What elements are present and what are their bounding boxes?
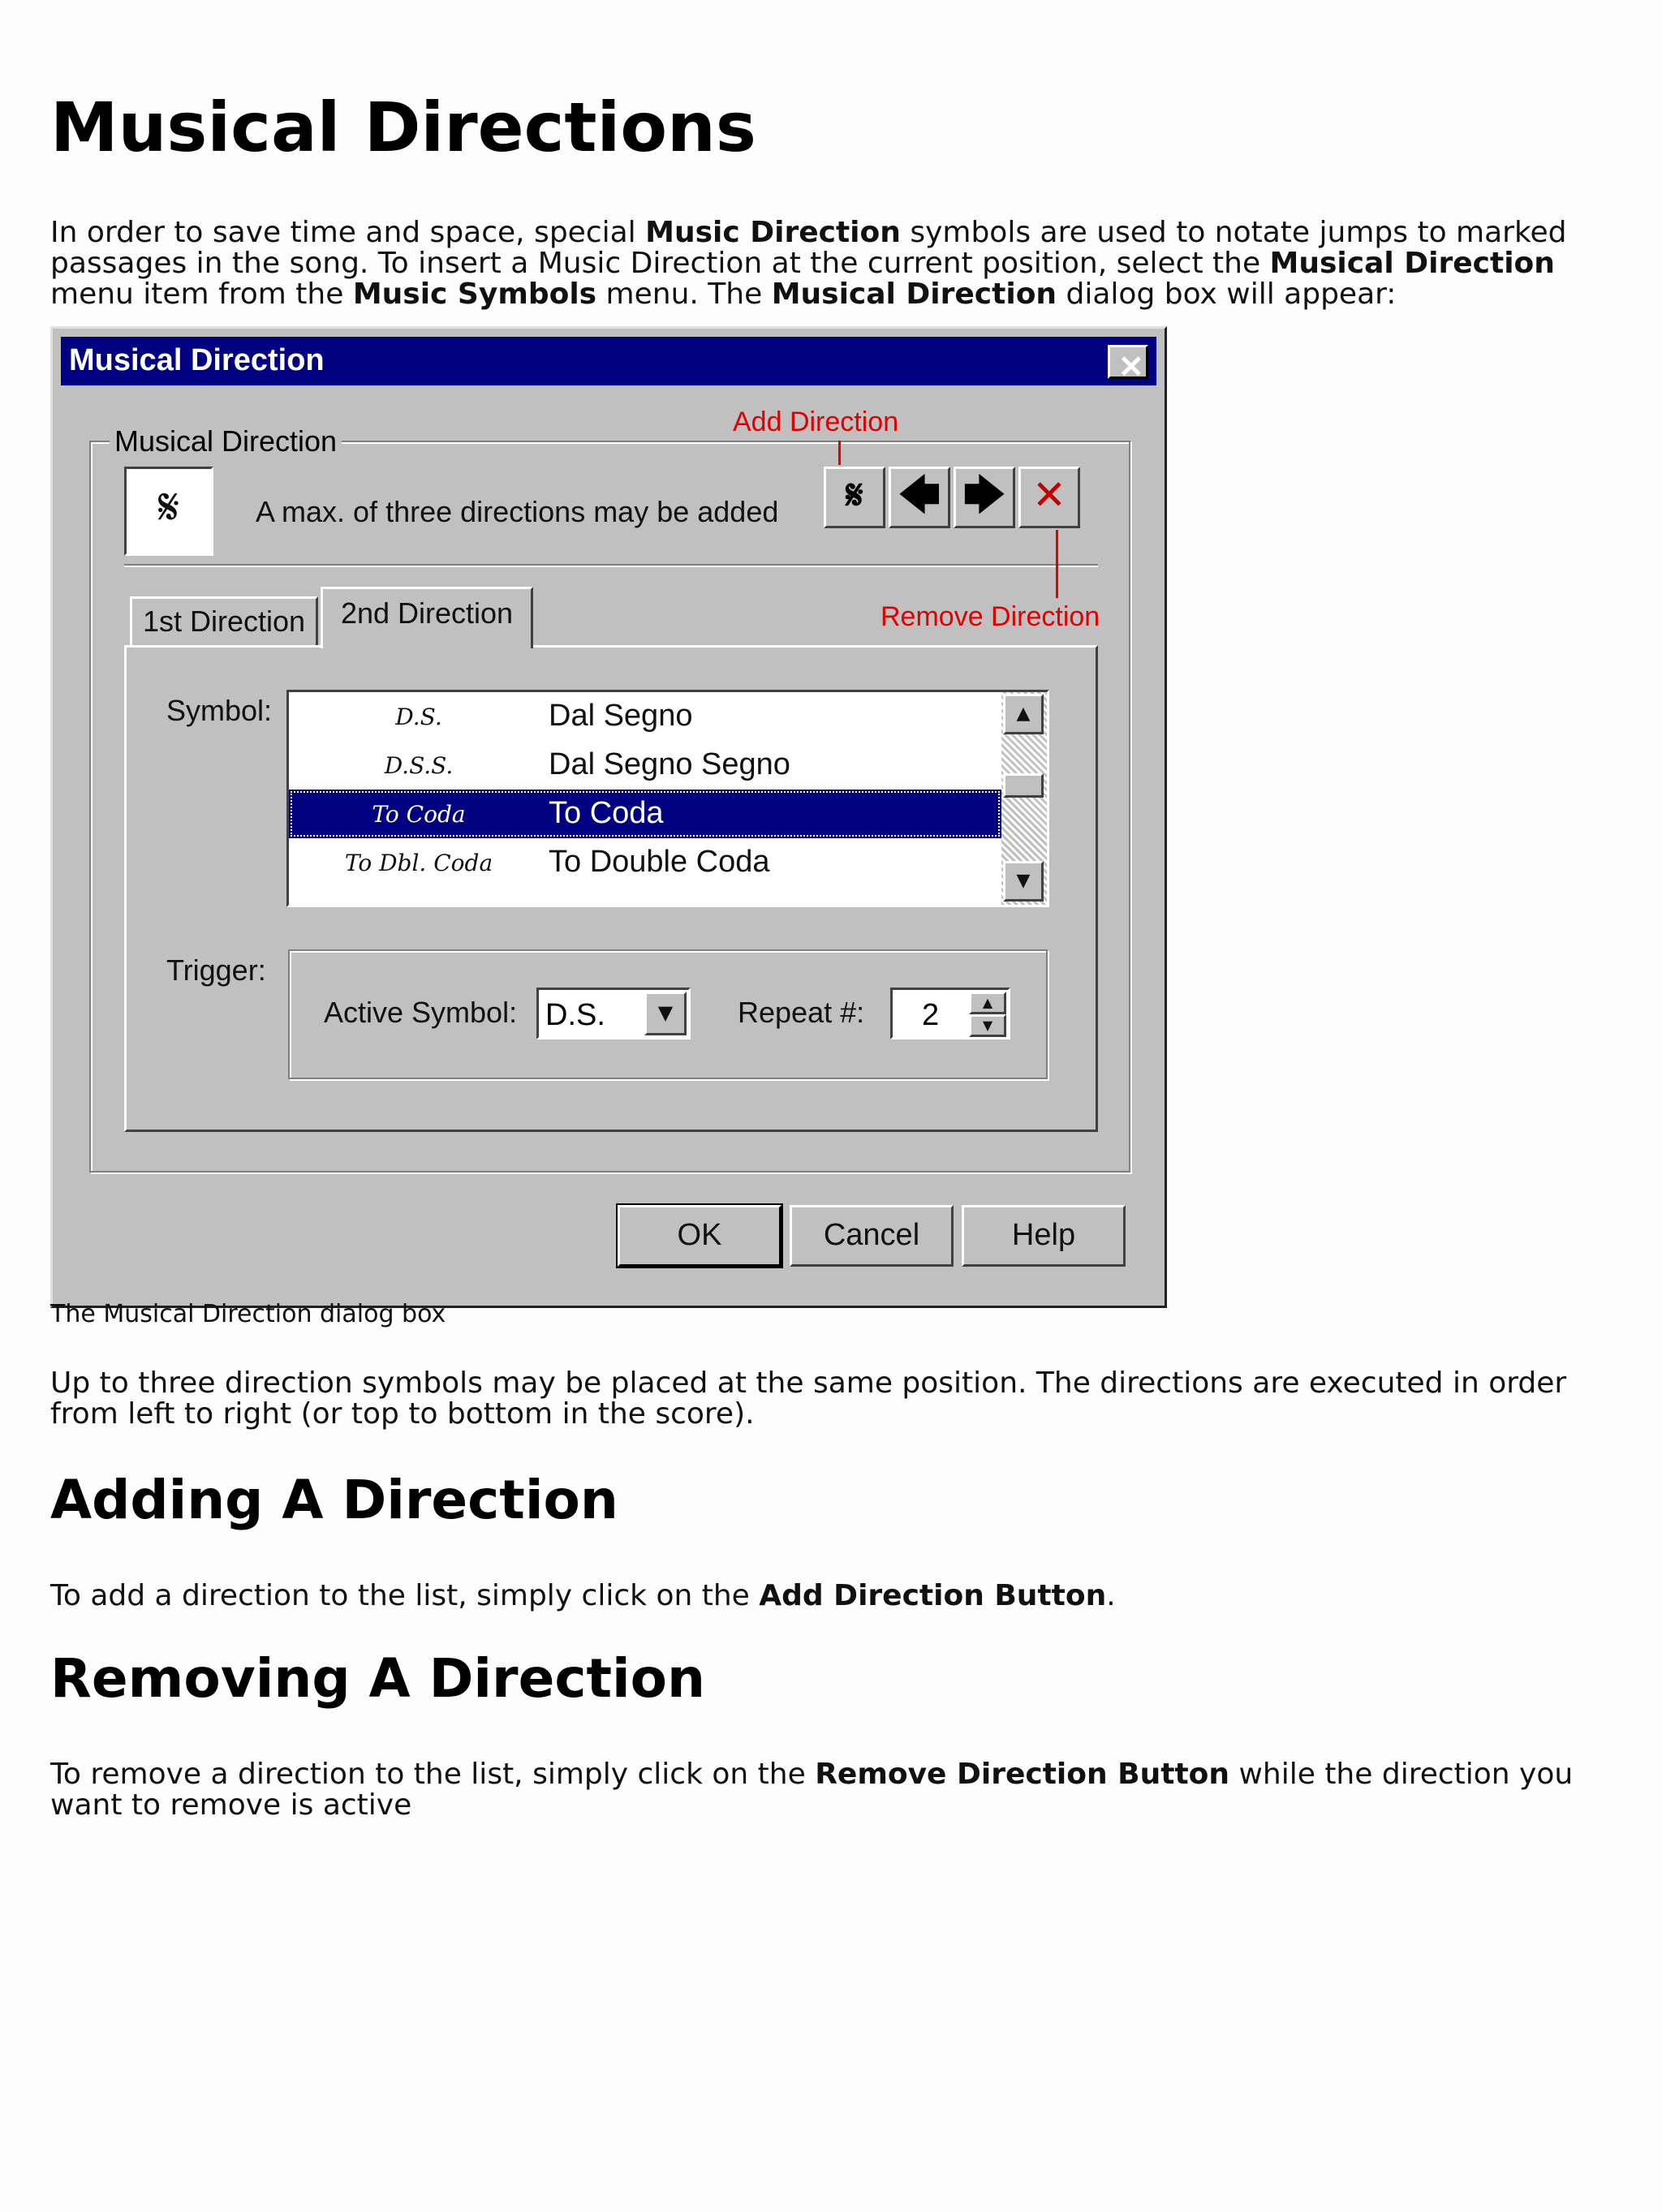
group-label: Musical Direction [110, 424, 342, 458]
direction-name: Dal Segno [549, 699, 693, 733]
text-run: while the direction you want to remove is active [50, 1758, 1574, 1822]
direction-symbol: To Coda [372, 801, 466, 828]
chevron-down-icon[interactable]: ▼ [644, 992, 687, 1035]
para-removing [50, 1759, 1608, 1821]
text-run: . [1106, 1579, 1116, 1612]
separator [124, 564, 1098, 567]
active-symbol-label: Active Symbol: [324, 996, 518, 1029]
close-icon: ✕ [1118, 351, 1144, 385]
cancel-button[interactable]: Cancel [790, 1205, 954, 1267]
spin-down-icon[interactable]: ▼ [969, 1014, 1006, 1037]
arrow-right-icon: 🡆 [963, 471, 1005, 519]
scrollbar[interactable] [1001, 692, 1047, 905]
repeat-spinner[interactable] [890, 988, 1010, 1039]
symbol-listbox[interactable] [286, 690, 1049, 907]
intro-paragraph [50, 217, 1608, 310]
para-adding [50, 1581, 1608, 1612]
x-icon: ✕ [1032, 471, 1066, 519]
move-right-button[interactable] [954, 467, 1015, 528]
add-direction-button[interactable] [824, 467, 885, 528]
bold-term: Musical Direction [1269, 247, 1555, 280]
para-up-to-three: Up to three direction symbols may be placed at the same position. The directions are executed in order from left to right (or top to bottom in the score). [50, 1366, 1567, 1431]
segno-icon: 𝄋 [846, 471, 863, 519]
bold-term: Musical Direction [771, 278, 1057, 311]
annotation-add-line [838, 441, 841, 465]
musical-direction-dialog [50, 326, 1167, 1308]
active-symbol-select[interactable] [536, 988, 691, 1039]
list-item[interactable] [289, 741, 1001, 790]
bold-term: Music Symbols [352, 278, 597, 311]
dialog-title: Musical Direction [69, 343, 325, 377]
annotation-remove-direction: Remove Direction [881, 601, 1100, 632]
dialog-titlebar [61, 337, 1156, 385]
scroll-up-icon[interactable]: ▲ [1003, 694, 1044, 734]
text-run: symbols are used to notate jumps to marked passages in the song. To insert a Music Direction at the current position, select the [50, 216, 1567, 280]
repeat-label: Repeat #: [738, 996, 865, 1029]
list-item[interactable] [289, 790, 1001, 838]
direction-symbol: D.S.S. [384, 752, 454, 779]
help-button[interactable]: Help [962, 1205, 1126, 1267]
spin-up-icon[interactable]: ▲ [969, 992, 1006, 1014]
tab-1st-direction[interactable]: 1st Direction [130, 596, 318, 647]
text-run: In order to save time and space, special [50, 216, 646, 249]
active-symbol-value: D.S. [545, 998, 605, 1032]
text-run: menu item from the [50, 278, 353, 311]
close-button[interactable] [1108, 345, 1148, 385]
info-text: A max. of three directions may be added [256, 495, 779, 528]
direction-name: To Double Coda [549, 845, 770, 879]
annotation-add-direction: Add Direction [733, 407, 899, 437]
segno-icon: 𝄋 [157, 477, 180, 536]
heading-adding-direction: Adding A Direction [50, 1469, 618, 1531]
text-run: To remove a direction to the list, simply click on the [50, 1758, 816, 1791]
arrow-left-icon: 🡄 [898, 471, 941, 519]
heading-removing-direction: Removing A Direction [50, 1647, 705, 1710]
text-run: dialog box will appear: [1057, 278, 1397, 311]
list-item[interactable] [289, 838, 1001, 887]
trigger-label: Trigger: [166, 953, 266, 987]
tab-2nd-direction[interactable]: 2nd Direction [321, 587, 533, 648]
annotation-remove-line [1056, 530, 1058, 598]
repeat-value: 2 [922, 998, 940, 1032]
text-run: menu. The [596, 278, 772, 311]
segno-preview [124, 467, 213, 556]
direction-name: To Coda [549, 796, 664, 830]
text-run: To add a direction to the list, simply click on the [50, 1579, 760, 1612]
bold-term: Add Direction Button [759, 1579, 1107, 1612]
direction-name: Dal Segno Segno [549, 747, 790, 781]
list-item[interactable] [289, 692, 1001, 741]
bold-term: Remove Direction Button [815, 1758, 1230, 1791]
ok-button[interactable]: OK [618, 1205, 781, 1267]
symbol-label: Symbol: [166, 694, 273, 727]
page-title: Musical Directions [50, 88, 756, 167]
remove-direction-button[interactable] [1018, 467, 1080, 528]
scroll-thumb[interactable] [1003, 773, 1044, 798]
figure-caption: The Musical Direction dialog box [50, 1300, 446, 1328]
scroll-down-icon[interactable]: ▼ [1003, 861, 1044, 902]
move-left-button[interactable] [889, 467, 950, 528]
direction-symbol: D.S. [395, 704, 442, 730]
bold-term: Music Direction [645, 216, 901, 249]
direction-symbol: To Dbl. Coda [344, 850, 493, 876]
